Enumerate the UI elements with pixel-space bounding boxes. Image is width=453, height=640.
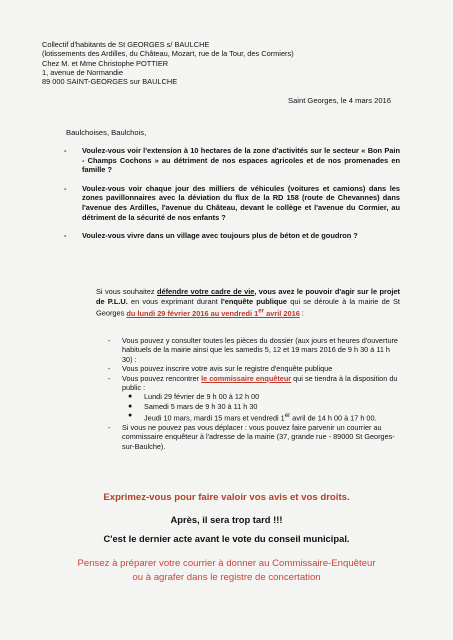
intro-text: [40, 287, 400, 318]
commissioner-highlight: le commissaire enquêteur: [201, 373, 292, 383]
bullet-dash: -: [64, 231, 67, 241]
bullet-dot-icon: ●: [128, 412, 133, 420]
closing-reminder: [0, 557, 453, 585]
bullet-dash: -: [108, 336, 111, 345]
bullet-dash: -: [108, 423, 111, 433]
sender-line: Collectif d'habitants de St GEORGES s/ BAULCHE: [42, 40, 210, 49]
reminder-line: ou à agrafer dans le registre de concertation: [132, 572, 321, 583]
question-text: Voulez-vous voir l'extension à 10 hectares de la zone d'activités sur le secteur « Bon Pain - Champs Cochons » au détriment de nos espaces agricoles et de nos promenades en famille ?: [82, 146, 400, 175]
bullet-dash: -: [64, 146, 67, 155]
option-item: [108, 364, 400, 373]
question-text: Voulez-vous vivre dans un village avec toujours plus de béton et de goudron ?: [82, 231, 358, 241]
salutation: Baulchoises, Baulchois,: [66, 128, 147, 137]
inquiry-dates: [126, 309, 299, 318]
bullet-dash: -: [64, 183, 67, 193]
inquiry-dates-part: du lundi 29 février 2016 au vendredi 1: [126, 308, 259, 318]
intro-part: qui se déroule à la mairie de St Georges: [96, 296, 400, 318]
sender-line: Chez M. et Mme Christophe POTTIER: [42, 58, 169, 68]
ordinal-sup: er: [284, 412, 291, 420]
intro-part: en vous exprimant durant: [127, 296, 221, 306]
options-list: [108, 336, 400, 451]
closing-warning: Après, il sera trop tard !!!: [170, 514, 283, 525]
closing-last-act: C'est le dernier acte avant le vote du conseil municipal.: [103, 533, 350, 544]
option-text: Vous pouvez inscrire votre avis sur le registre d'enquête publique: [122, 364, 333, 374]
question-item: [60, 146, 400, 175]
bullet-dash: -: [108, 373, 111, 383]
option-item: [108, 374, 400, 393]
question-list: [60, 146, 400, 250]
option-text: Si vous ne pouvez pas vous déplacer : vous pouvez faire parvenir un courrier au commissaire enquêteur à l'adresse de la mairie (37, grande rue - 89000 St Georges-sur-Baulche).: [122, 423, 395, 451]
intro-part: sur le projet de P.L.U.: [96, 287, 400, 306]
intro-emphasis: défendre votre cadre de vie: [156, 287, 255, 296]
intro-part: :: [299, 308, 304, 318]
option-text: Vous pouvez rencontrer: [122, 373, 202, 383]
option-item: [108, 336, 400, 364]
closing-call-to-action: Exprimez-vous pour faire valoir vos avis et vos droits.: [103, 492, 350, 503]
schedule-text: avril de 14 h 00 à 17 h 00.: [290, 413, 377, 423]
intro-paragraph: [40, 287, 400, 318]
intro-part: , vous avez le pouvoir d'agir: [254, 287, 355, 296]
question-item: [60, 231, 400, 241]
schedule-text: Jeudi 10 mars, mardi 15 mars et vendredi 1: [144, 413, 285, 423]
sender-line: 89 000 SAINT-GEORGES sur BAULCHE: [42, 77, 178, 87]
bullet-dot-icon: ●: [128, 393, 133, 401]
intro-part: l'enquête publique: [220, 296, 288, 306]
ordinal-sup: er: [258, 307, 265, 315]
option-text: qui se tiendra à la disposition du public :: [122, 373, 398, 393]
sender-line: 1, avenue de Normandie: [42, 67, 123, 77]
option-item: [108, 423, 400, 451]
option-text: Vous pouvez y consulter toutes les pièces du dossier (aux jours et heures d'ouverture habituels de la mairie ainsi que les samedis 5, 12 et 19 mars 2016 de 9 h 30 à 11 h 30) :: [122, 336, 398, 364]
intro-part: Si vous souhaitez: [96, 287, 157, 296]
schedule-text: Samedi 5 mars de 9 h 30 à 11 h 30: [144, 401, 258, 411]
schedule-item: [122, 402, 400, 411]
bullet-dot-icon: ●: [128, 402, 133, 410]
sender-block: [42, 40, 294, 86]
reminder-line: Pensez à préparer votre courrier à donner au Commissaire-Enquêteur: [77, 558, 376, 569]
bullet-dash: -: [108, 364, 111, 374]
schedule-text: Lundi 29 février de 9 h 00 à 12 h 00: [144, 392, 260, 402]
schedule-item: [122, 411, 400, 423]
question-text: Voulez-vous voir chaque jour des milliers de véhicules (voitures et camions) dans les zones pavillonnaires avec la déviation du flux de la RD 158 (route de Chevannes) dans l'avenue des Ardilles, l'avenue du Château, devant le collège et l'avenue du Cormier, au détriment de la sécurité de nos enfants ?: [82, 183, 400, 222]
schedule-item: [122, 392, 400, 401]
question-item: [60, 184, 400, 222]
inquiry-dates-part: avril 2016: [264, 308, 300, 318]
sender-line: (lotissements des Ardilles, du Château, Mozart, rue de la Tour, des Cormiers): [42, 49, 294, 59]
letter-date: Saint Georges, le 4 mars 2016: [288, 96, 391, 105]
